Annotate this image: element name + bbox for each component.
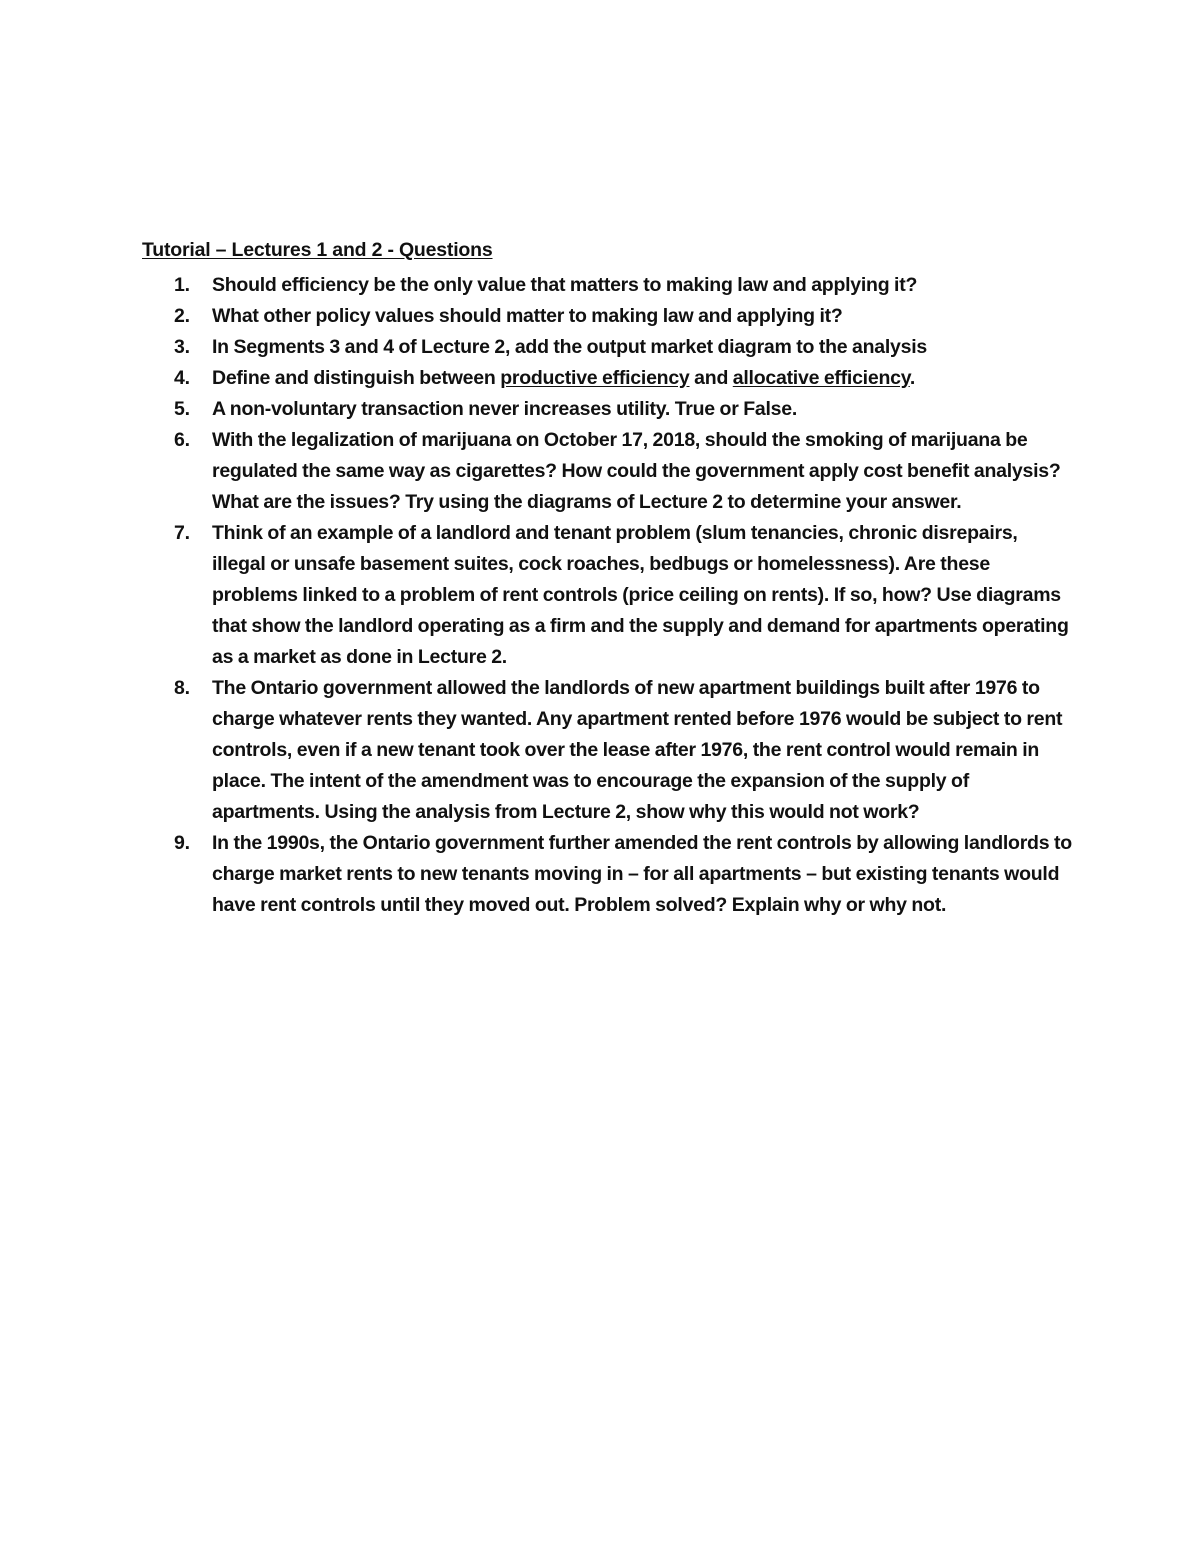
question-number: 7. bbox=[174, 522, 190, 544]
question-text: Think of an example of a landlord and tenant problem (slum tenancies, chronic disrepairs, illegal or unsafe basement suites, cock roaches, bedbugs or homelessness). Are these problems linked to a problem of rent controls (price ceiling on rents). If so, how? Use diagrams that show the landlord operating as a firm and the supply and demand for apartments operating as a market as done in Lecture 2. bbox=[212, 522, 1069, 668]
list-item bbox=[142, 301, 1072, 332]
document-content bbox=[142, 236, 1072, 921]
term-productive-efficiency: productive efficiency bbox=[500, 367, 690, 389]
question-number: 3. bbox=[174, 336, 190, 358]
question-text: What other policy values should matter to making law and applying it? bbox=[212, 305, 843, 327]
question-number: 9. bbox=[174, 832, 190, 854]
list-item bbox=[142, 828, 1072, 921]
question-text: With the legalization of marijuana on October 17, 2018, should the smoking of marijuana be regulated the same way as cigarettes? How could the government apply cost benefit analysis? What are the issues? Try using the diagrams of Lecture 2 to determine your answer. bbox=[212, 429, 1061, 513]
question-text-after: . bbox=[909, 367, 916, 389]
question-number: 4. bbox=[174, 367, 190, 389]
question-number: 5. bbox=[174, 398, 190, 420]
list-item bbox=[142, 363, 1072, 394]
question-number: 1. bbox=[174, 274, 190, 296]
question-text: The Ontario government allowed the landlords of new apartment buildings built after 1976 to charge whatever rents they wanted. Any apartment rented before 1976 would be subject to rent controls, even if a new tenant took over the lease after 1976, the rent control would remain in place. The intent of the amendment was to encourage the expansion of the supply of apartments. Using the analysis from Lecture 2, show why this would not work? bbox=[212, 677, 1063, 823]
question-text: In Segments 3 and 4 of Lecture 2, add the output market diagram to the analysis bbox=[212, 336, 927, 358]
question-text: A non-voluntary transaction never increases utility. True or False. bbox=[212, 398, 798, 420]
list-item bbox=[142, 425, 1072, 518]
list-item bbox=[142, 673, 1072, 828]
question-number: 6. bbox=[174, 429, 190, 451]
list-item bbox=[142, 518, 1072, 673]
term-allocative-efficiency: allocative efficiency bbox=[732, 367, 910, 389]
question-text: In the 1990s, the Ontario government further amended the rent controls by allowing landlords to charge market rents to new tenants moving in – for all apartments – but existing tenants would have rent controls until they moved out. Problem solved? Explain why or why not. bbox=[212, 832, 1072, 916]
document-title: Tutorial – Lectures 1 and 2 - Questions bbox=[142, 239, 493, 261]
list-item bbox=[142, 394, 1072, 425]
question-text-middle: and bbox=[689, 367, 733, 389]
question-text-before: Define and distinguish between bbox=[212, 367, 501, 389]
list-item bbox=[142, 332, 1072, 363]
question-number: 8. bbox=[174, 677, 190, 699]
question-number: 2. bbox=[174, 305, 190, 327]
question-text: Should efficiency be the only value that matters to making law and applying it? bbox=[212, 274, 918, 296]
question-list bbox=[142, 270, 1072, 921]
list-item bbox=[142, 270, 1072, 301]
